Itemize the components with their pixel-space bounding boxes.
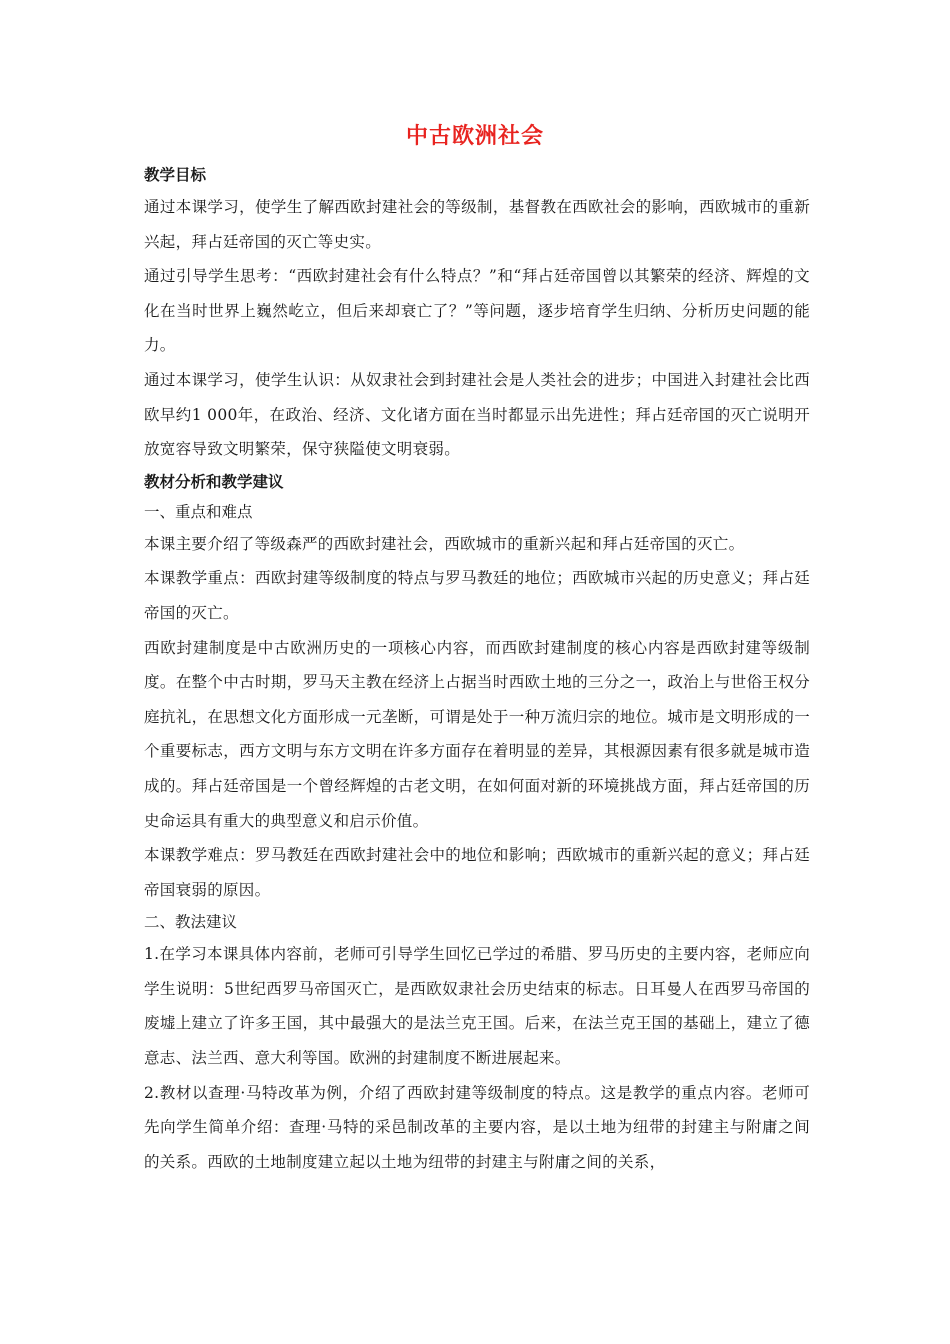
document-body [144,160,810,1179]
section-heading-analysis: 教材分析和教学建议 [144,472,284,491]
paragraph: 通过本课学习，使学生了解西欧封建社会的等级制，基督教在西欧社会的影响，西欧城市的重新兴起，拜占廷帝国的灭亡等史实。 [144,198,810,251]
subheading-teaching-suggestions: 二、教法建议 [144,913,238,932]
paragraph: 本课教学难点：罗马教廷在西欧封建社会中的地位和影响；西欧城市的重新兴起的意义；拜占廷帝国衰弱的原因。 [144,846,810,899]
paragraph: 通过引导学生思考：“西欧封建社会有什么特点？”和“拜占廷帝国曾以其繁荣的经济、辉煌的文化在当时世界上巍然屹立，但后来却衰亡了？”等问题，逐步培育学生归纳、分析历史问题的能力。 [144,267,810,355]
paragraph: 本课教学重点：西欧封建等级制度的特点与罗马教廷的地位；西欧城市兴起的历史意义；拜占廷帝国的灭亡。 [144,569,810,622]
paragraph: 通过本课学习，使学生认识：从奴隶社会到封建社会是人类社会的进步；中国进入封建社会比西欧早约1 000年，在政治、经济、文化诸方面在当时都显示出先进性；拜占廷帝国的灭亡说明开放宽容导致文明繁荣，保守狭隘使文明衰弱。 [144,370,810,459]
paragraph: 1.在学习本课具体内容前，老师可引导学生回忆已学过的希腊、罗马历史的主要内容，老师应向学生说明：5世纪西罗马帝国灭亡，是西欧奴隶社会历史结束的标志。日耳曼人在西罗马帝国的废墟上建立了许多王国，其中最强大的是法兰克王国。后来，在法兰克王国的基础上，建立了德意志、法兰西、意大利等国。欧洲的封建制度不断进展起来。 [144,945,810,1068]
paragraph: 西欧封建制度是中古欧洲历史的一项核心内容，而西欧封建制度的核心内容是西欧封建等级制度。在整个中古时期，罗马天主教在经济上占据当时西欧土地的三分之一，政治上与世俗王权分庭抗礼，在思想文化方面形成一元垄断，可谓是处于一种万流归宗的地位。城市是文明形成的一个重要标志，西方文明与东方文明在许多方面存在着明显的差异，其根源因素有很多就是城市造成的。拜占廷帝国是一个曾经辉煌的古老文明，在如何面对新的环境挑战方面，拜占廷帝国的历史命运具有重大的典型意义和启示价值。 [144,638,810,830]
section-heading-goals: 教学目标 [144,166,207,184]
subheading-key-points: 一、重点和难点 [144,502,253,521]
document-title: 中古欧洲社会 [405,124,544,149]
paragraph: 本课主要介绍了等级森严的西欧封建社会，西欧城市的重新兴起和拜占廷帝国的灭亡。 [144,534,745,553]
paragraph: 2.教材以查理·马特改革为例，介绍了西欧封建等级制度的特点。这是教学的重点内容。老师可先向学生简单介绍：查理·马特的采邑制改革的主要内容，是以土地为纽带的封建主与附庸之间的关系。西欧的土地制度建立起以土地为纽带的封建主与附庸之间的关系， [144,1083,810,1171]
